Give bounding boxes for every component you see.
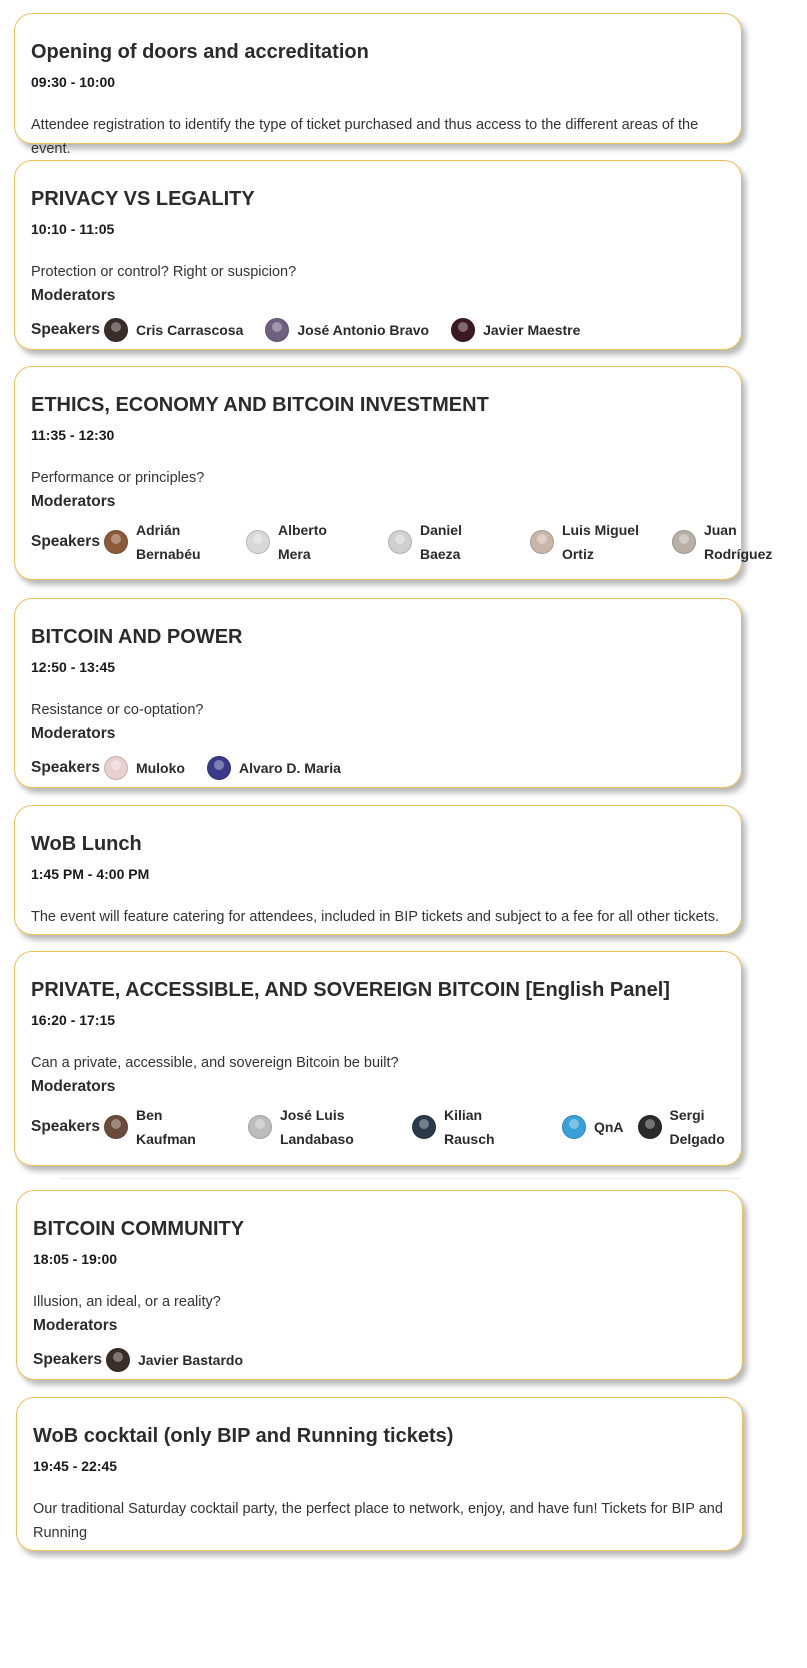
session-card[interactable] [16,1190,743,1380]
avatar [265,318,289,342]
avatar [672,530,696,554]
session-card[interactable] [14,951,742,1166]
session-time: 16:20 - 17:15 [31,1012,116,1028]
session-title: Opening of doors and accreditation [31,41,369,63]
speaker-chip[interactable] [530,518,640,566]
speakers-row [31,756,725,780]
speaker-name: Daniel Baeza [419,522,462,562]
avatar [104,1115,128,1139]
session-card[interactable] [14,160,742,350]
speaker-chip[interactable] [638,1103,748,1151]
speaker-chip[interactable] [104,756,185,780]
session-title: PRIVACY VS LEGALITY [31,188,255,210]
avatar [104,756,128,780]
avatar [412,1115,436,1139]
session-title: BITCOIN COMMUNITY [33,1218,245,1240]
speakers-row [31,518,773,566]
session-time: 10:10 - 11:05 [31,221,115,237]
avatar [207,756,231,780]
speaker-name: Luis Miguel Ortiz [561,522,639,562]
session-time: 09:30 - 10:00 [31,74,116,90]
session-time: 19:45 - 22:45 [33,1458,118,1474]
speaker-name: Javier Bastardo [137,1352,244,1368]
session-title: WoB cocktail (only BIP and Running tickets) [33,1425,454,1447]
speaker-name: Ben Kaufman [135,1107,196,1147]
avatar [638,1115,662,1139]
speaker-chip[interactable] [104,518,214,566]
session-description: Protection or control? Right or suspicion? [31,264,297,280]
session-description: Illusion, an ideal, or a reality? [33,1294,221,1310]
session-description: The event will feature catering for attendees, included in BIP tickets and subject to a fee for all other tickets. [31,909,720,925]
speakers-label: Speakers [31,321,100,338]
moderators-label: Moderators [31,493,116,510]
speaker-name: Muloko [135,760,185,776]
session-description: Performance or principles? [31,470,205,486]
speaker-name: Alvaro D. Maria [238,760,341,776]
speaker-name: Cris Carrascosa [135,322,244,338]
session-time: 1:45 PM - 4:00 PM [31,866,150,882]
speaker-name: José Luis Landabaso [279,1107,354,1147]
speakers-label: Speakers [31,533,100,550]
speakers-label: Speakers [31,1118,100,1135]
speaker-name: Javier Maestre [483,322,581,338]
session-time: 11:35 - 12:30 [31,427,115,443]
speaker-name: Juan Rodríguez [703,522,773,562]
speaker-chip[interactable] [246,518,356,566]
speaker-chip[interactable] [388,518,498,566]
avatar [451,318,475,342]
session-description: Resistance or co-optation? [31,702,204,718]
session-card[interactable] [14,805,742,935]
moderators-label: Moderators [33,1317,118,1334]
speaker-name: Alberto Mera [277,522,327,562]
speaker-chip[interactable] [265,318,429,342]
session-card[interactable] [14,13,742,157]
speaker-chip[interactable] [104,1103,214,1151]
avatar [388,530,412,554]
speaker-chip[interactable] [412,1103,522,1151]
moderators-label: Moderators [31,725,116,742]
session-card[interactable] [14,366,773,580]
speaker-chip[interactable] [104,318,243,342]
moderators-label: Moderators [31,1078,116,1095]
session-title: PRIVATE, ACCESSIBLE, AND SOVEREIGN BITCOIN [English Panel] [31,979,670,1001]
session-card[interactable] [16,1397,743,1551]
speakers-row [31,1103,725,1151]
speakers-row [33,1348,726,1372]
session-description: Can a private, accessible, and sovereign Bitcoin be built? [31,1055,399,1071]
speaker-name: Kilian Rausch [443,1107,495,1147]
speaker-name: Sergi Delgado [669,1107,725,1147]
section-divider [60,1178,740,1179]
avatar [106,1348,130,1372]
moderators-label: Moderators [31,287,116,304]
avatar [104,530,128,554]
speaker-name: Adrián Bernabéu [135,522,201,562]
session-time: 18:05 - 19:00 [33,1251,118,1267]
avatar [246,530,270,554]
avatar [248,1115,272,1139]
session-description: Our traditional Saturday cocktail party, the perfect place to network, enjoy, and have fun! Tickets for BIP and Running [33,1501,723,1541]
speakers-row [31,318,725,342]
speaker-chip[interactable] [451,318,580,342]
speaker-name: QnA [593,1119,624,1135]
speakers-label: Speakers [33,1351,102,1368]
avatar [530,530,554,554]
session-time: 12:50 - 13:45 [31,659,116,675]
speaker-chip[interactable] [562,1115,624,1139]
session-title: BITCOIN AND POWER [31,626,243,648]
speaker-chip[interactable] [672,518,782,566]
session-title: ETHICS, ECONOMY AND BITCOIN INVESTMENT [31,394,489,416]
session-title: WoB Lunch [31,833,142,855]
speaker-name: José Antonio Bravo [297,322,430,338]
session-card[interactable] [14,598,742,788]
avatar [562,1115,586,1139]
speaker-chip[interactable] [106,1348,243,1372]
speakers-label: Speakers [31,759,100,776]
avatar [104,318,128,342]
speaker-chip[interactable] [248,1103,358,1151]
speaker-chip[interactable] [207,756,341,780]
session-description: Attendee registration to identify the type of ticket purchased and thus access to the different areas of the event. [31,117,699,157]
